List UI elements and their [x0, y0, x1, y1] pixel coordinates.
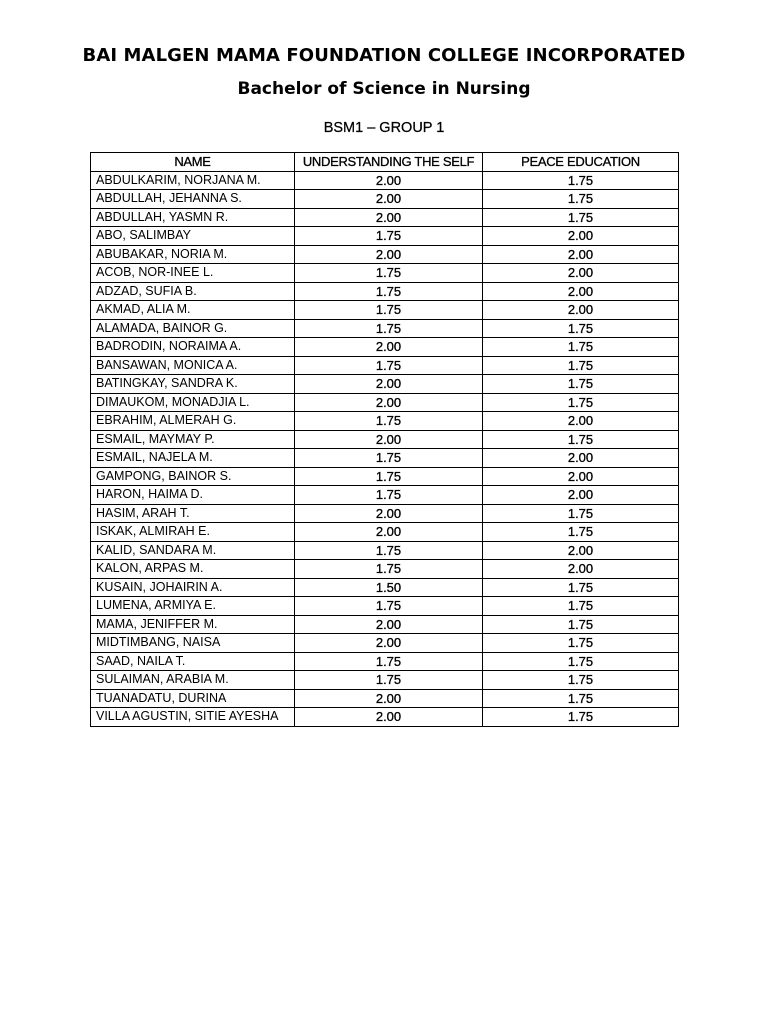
student-name-cell: ISKAK, ALMIRAH E. — [91, 523, 295, 542]
table-row — [91, 523, 679, 542]
student-name-cell: VILLA AGUSTIN, SITIE AYESHA — [91, 708, 295, 727]
peace-education-grade-cell: 1.75 — [483, 190, 679, 209]
understanding-the-self-grade-cell: 1.75 — [295, 264, 483, 283]
table-row — [91, 671, 679, 690]
table-row — [91, 319, 679, 338]
student-name-cell: DIMAUKOM, MONADJIA L. — [91, 393, 295, 412]
student-name-cell: KUSAIN, JOHAIRIN A. — [91, 578, 295, 597]
student-name-cell: KALON, ARPAS M. — [91, 560, 295, 579]
column-header-understanding-the-self: UNDERSTANDING THE SELF — [295, 153, 483, 172]
understanding-the-self-grade-cell: 2.00 — [295, 171, 483, 190]
table-row — [91, 578, 679, 597]
student-name-cell: LUMENA, ARMIYA E. — [91, 597, 295, 616]
understanding-the-self-grade-cell: 2.00 — [295, 430, 483, 449]
peace-education-grade-cell: 1.75 — [483, 504, 679, 523]
student-name-cell: ESMAIL, MAYMAY P. — [91, 430, 295, 449]
student-name-cell: BANSAWAN, MONICA A. — [91, 356, 295, 375]
understanding-the-self-grade-cell: 2.00 — [295, 689, 483, 708]
institution-title: BAI MALGEN MAMA FOUNDATION COLLEGE INCORPORATED — [82, 45, 686, 66]
student-name-cell: EBRAHIM, ALMERAH G. — [91, 412, 295, 431]
grades-table — [90, 152, 679, 727]
peace-education-grade-cell: 1.75 — [483, 393, 679, 412]
peace-education-grade-cell: 1.75 — [483, 430, 679, 449]
table-row — [91, 449, 679, 468]
peace-education-grade-cell: 1.75 — [483, 171, 679, 190]
table-row — [91, 264, 679, 283]
understanding-the-self-grade-cell: 2.00 — [295, 708, 483, 727]
table-row — [91, 541, 679, 560]
student-name-cell: ABDULLAH, YASMN R. — [91, 208, 295, 227]
table-row — [91, 486, 679, 505]
table-row — [91, 375, 679, 394]
peace-education-grade-cell: 1.75 — [483, 375, 679, 394]
table-row — [91, 190, 679, 209]
section-title: BSM1 – GROUP 1 — [323, 120, 445, 136]
understanding-the-self-grade-cell: 2.00 — [295, 375, 483, 394]
understanding-the-self-grade-cell: 1.75 — [295, 282, 483, 301]
student-name-cell: ALAMADA, BAINOR G. — [91, 319, 295, 338]
understanding-the-self-grade-cell: 1.75 — [295, 227, 483, 246]
understanding-the-self-grade-cell: 1.75 — [295, 301, 483, 320]
student-name-cell: ABUBAKAR, NORIA M. — [91, 245, 295, 264]
understanding-the-self-grade-cell: 2.00 — [295, 523, 483, 542]
table-row — [91, 430, 679, 449]
grades-table-header — [91, 153, 679, 172]
peace-education-grade-cell: 2.00 — [483, 541, 679, 560]
peace-education-grade-cell: 1.75 — [483, 208, 679, 227]
student-name-cell: ABO, SALIMBAY — [91, 227, 295, 246]
understanding-the-self-grade-cell: 1.75 — [295, 319, 483, 338]
table-row — [91, 597, 679, 616]
header-row — [91, 153, 679, 172]
student-name-cell: SULAIMAN, ARABIA M. — [91, 671, 295, 690]
student-name-cell: MAMA, JENIFFER M. — [91, 615, 295, 634]
student-name-cell: GAMPONG, BAINOR S. — [91, 467, 295, 486]
table-row — [91, 282, 679, 301]
peace-education-grade-cell: 2.00 — [483, 264, 679, 283]
student-name-cell: KALID, SANDARA M. — [91, 541, 295, 560]
table-row — [91, 708, 679, 727]
table-row — [91, 504, 679, 523]
table-row — [91, 356, 679, 375]
student-name-cell: BADRODIN, NORAIMA A. — [91, 338, 295, 357]
understanding-the-self-grade-cell: 1.75 — [295, 449, 483, 468]
understanding-the-self-grade-cell: 2.00 — [295, 338, 483, 357]
table-row — [91, 689, 679, 708]
understanding-the-self-grade-cell: 1.75 — [295, 652, 483, 671]
table-row — [91, 301, 679, 320]
understanding-the-self-grade-cell: 1.75 — [295, 486, 483, 505]
peace-education-grade-cell: 1.75 — [483, 597, 679, 616]
student-name-cell: ABDULLAH, JEHANNA S. — [91, 190, 295, 209]
grades-table-body — [91, 171, 679, 726]
table-row — [91, 412, 679, 431]
peace-education-grade-cell: 2.00 — [483, 245, 679, 264]
student-name-cell: SAAD, NAILA T. — [91, 652, 295, 671]
understanding-the-self-grade-cell: 2.00 — [295, 634, 483, 653]
understanding-the-self-grade-cell: 2.00 — [295, 190, 483, 209]
peace-education-grade-cell: 2.00 — [483, 301, 679, 320]
table-row — [91, 227, 679, 246]
program-title: Bachelor of Science in Nursing — [237, 79, 531, 99]
student-name-cell: HASIM, ARAH T. — [91, 504, 295, 523]
peace-education-grade-cell: 1.75 — [483, 319, 679, 338]
peace-education-grade-cell: 2.00 — [483, 467, 679, 486]
peace-education-grade-cell: 2.00 — [483, 412, 679, 431]
table-row — [91, 171, 679, 190]
understanding-the-self-grade-cell: 1.75 — [295, 671, 483, 690]
column-header-peace-education: PEACE EDUCATION — [483, 153, 679, 172]
table-row — [91, 393, 679, 412]
peace-education-grade-cell: 2.00 — [483, 486, 679, 505]
peace-education-grade-cell: 2.00 — [483, 227, 679, 246]
peace-education-grade-cell: 1.75 — [483, 615, 679, 634]
peace-education-grade-cell: 1.75 — [483, 671, 679, 690]
student-name-cell: HARON, HAIMA D. — [91, 486, 295, 505]
table-row — [91, 615, 679, 634]
peace-education-grade-cell: 1.75 — [483, 578, 679, 597]
table-row — [91, 467, 679, 486]
table-row — [91, 634, 679, 653]
student-name-cell: ABDULKARIM, NORJANA M. — [91, 171, 295, 190]
peace-education-grade-cell: 2.00 — [483, 282, 679, 301]
table-row — [91, 245, 679, 264]
column-header-name: NAME — [91, 153, 295, 172]
understanding-the-self-grade-cell: 1.75 — [295, 412, 483, 431]
student-name-cell: ACOB, NOR-INEE L. — [91, 264, 295, 283]
understanding-the-self-grade-cell: 1.75 — [295, 356, 483, 375]
understanding-the-self-grade-cell: 2.00 — [295, 393, 483, 412]
understanding-the-self-grade-cell: 1.75 — [295, 597, 483, 616]
understanding-the-self-grade-cell: 1.50 — [295, 578, 483, 597]
student-name-cell: AKMAD, ALIA M. — [91, 301, 295, 320]
peace-education-grade-cell: 1.75 — [483, 634, 679, 653]
table-row — [91, 560, 679, 579]
peace-education-grade-cell: 1.75 — [483, 338, 679, 357]
understanding-the-self-grade-cell: 2.00 — [295, 245, 483, 264]
peace-education-grade-cell: 1.75 — [483, 708, 679, 727]
understanding-the-self-grade-cell: 2.00 — [295, 615, 483, 634]
understanding-the-self-grade-cell: 1.75 — [295, 560, 483, 579]
student-name-cell: BATINGKAY, SANDRA K. — [91, 375, 295, 394]
peace-education-grade-cell: 2.00 — [483, 560, 679, 579]
understanding-the-self-grade-cell: 2.00 — [295, 504, 483, 523]
student-name-cell: ADZAD, SUFIA B. — [91, 282, 295, 301]
peace-education-grade-cell: 1.75 — [483, 356, 679, 375]
peace-education-grade-cell: 2.00 — [483, 449, 679, 468]
peace-education-grade-cell: 1.75 — [483, 523, 679, 542]
table-row — [91, 338, 679, 357]
understanding-the-self-grade-cell: 2.00 — [295, 208, 483, 227]
understanding-the-self-grade-cell: 1.75 — [295, 467, 483, 486]
understanding-the-self-grade-cell: 1.75 — [295, 541, 483, 560]
student-name-cell: TUANADATU, DURINA — [91, 689, 295, 708]
table-row — [91, 652, 679, 671]
table-row — [91, 208, 679, 227]
peace-education-grade-cell: 1.75 — [483, 652, 679, 671]
student-name-cell: MIDTIMBANG, NAISA — [91, 634, 295, 653]
student-name-cell: ESMAIL, NAJELA M. — [91, 449, 295, 468]
peace-education-grade-cell: 1.75 — [483, 689, 679, 708]
